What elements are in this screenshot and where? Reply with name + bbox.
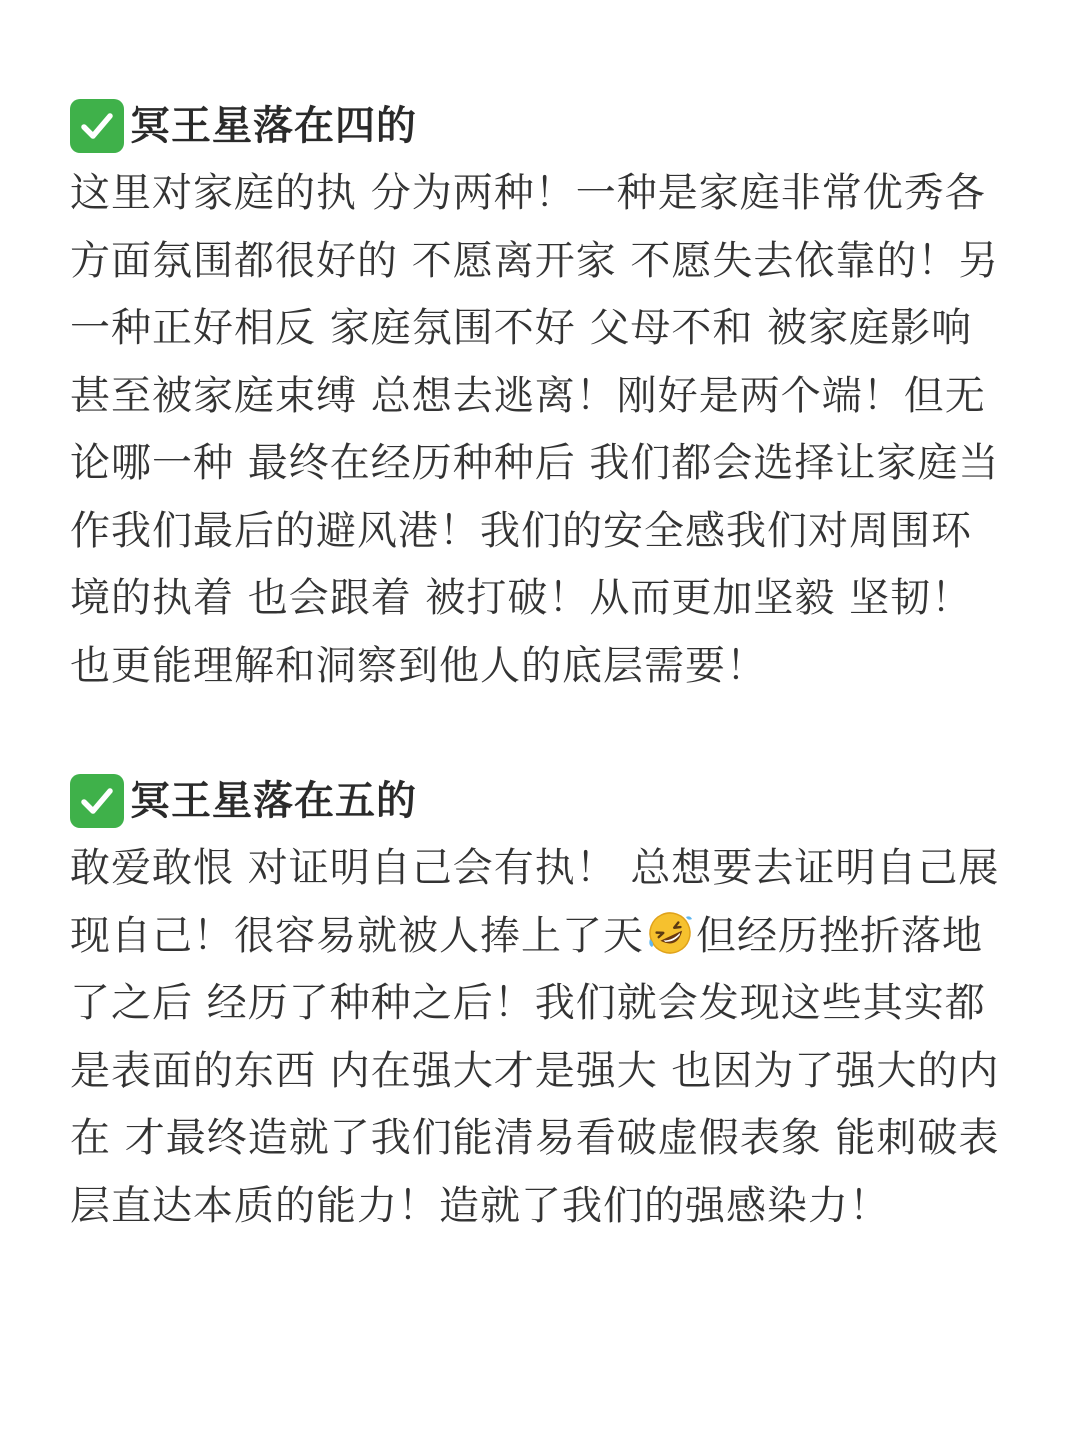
section-title: 冥王星落在五的 bbox=[130, 778, 417, 824]
section-body bbox=[70, 835, 1000, 1240]
section-pluto-fifth-house bbox=[70, 767, 1010, 1240]
section-body-part-1: 敢爱敢恨 对证明自己会有执！ 总想要去证明自己展现自己！很容易就被人捧上了天 bbox=[70, 845, 1000, 959]
section-title: 冥王星落在四的 bbox=[130, 103, 417, 149]
section-heading bbox=[70, 92, 1010, 160]
section-pluto-fourth-house bbox=[70, 92, 1010, 700]
section-heading bbox=[70, 767, 1010, 835]
section-body-part-2: 但经历挫折落地了之后 经历了种种之后！我们就会发现这些其实都是表面的东西 内在强大才是强大 也因为了强大的内在 才最终造就了我们能清易看破虚假表象 能刺破表层直达本质的能力！造就了我们的强感染力！ bbox=[70, 912, 1000, 1229]
section-body: 这里对家庭的执 分为两种！一种是家庭非常优秀各方面氛围都很好的 不愿离开家 不愿失去依靠的！另一种正好相反 家庭氛围不好 父母不和 被家庭影响 甚至被家庭束缚 总想去逃离！刚好是两个端！但无论哪一种 最终在经历种种后 我们都会选择让家庭当作我们最后的避风港！我们的安全感我们对周围环境的执着 也会跟着 被打破！从而更加坚毅 坚韧！也更能理解和洞察到他人的底层需要！ bbox=[70, 170, 1000, 689]
rolling-on-floor-laughing-emoji-icon bbox=[646, 909, 694, 957]
check-mark-icon bbox=[70, 99, 124, 153]
check-mark-icon bbox=[70, 774, 124, 828]
